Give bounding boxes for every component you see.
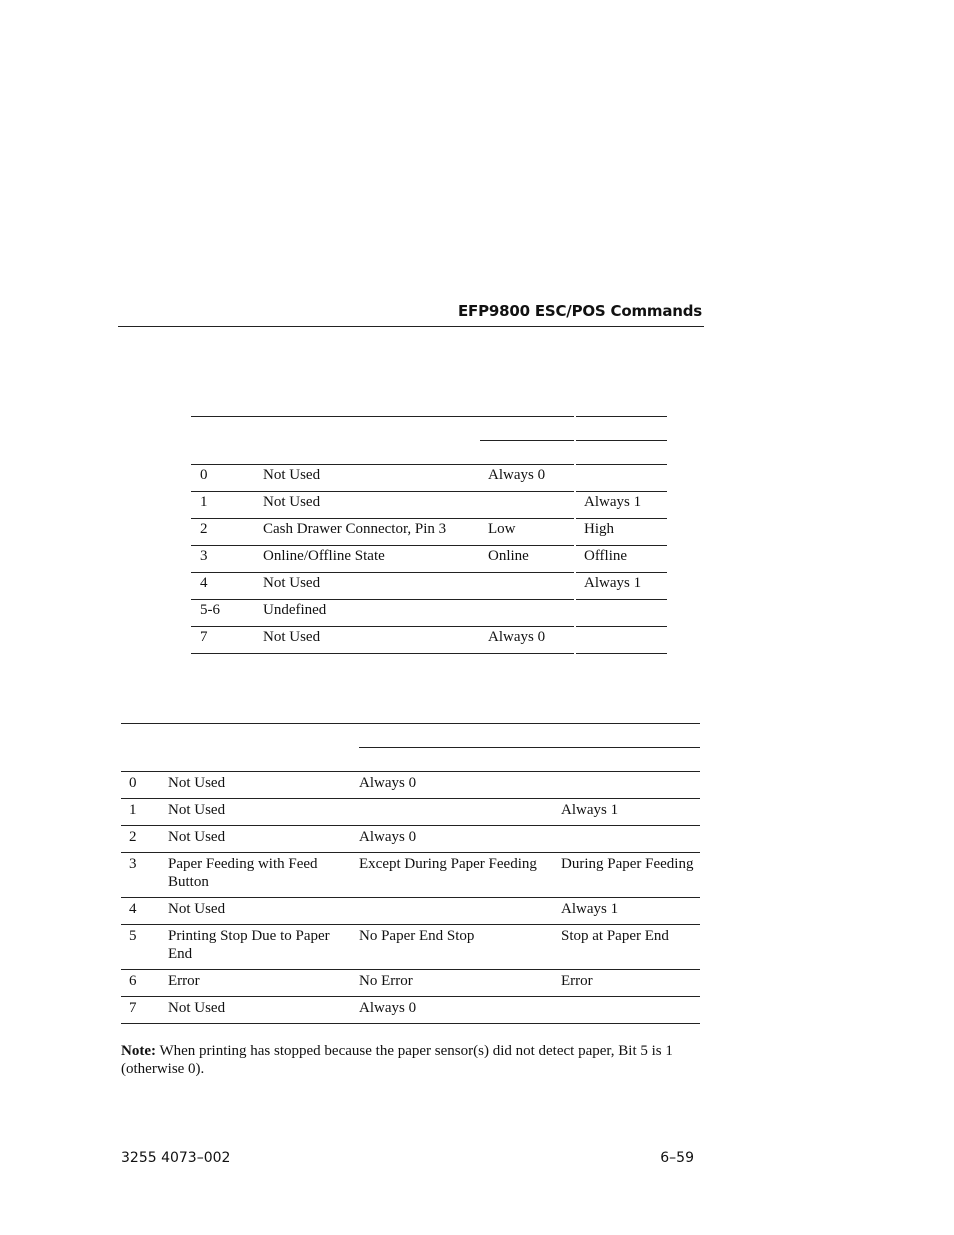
value1-cell: Always 1 xyxy=(561,898,700,925)
function-cell: Not Used xyxy=(168,997,359,1024)
table-header-row xyxy=(191,417,667,441)
bit-cell: 4 xyxy=(121,898,168,925)
value1-cell: Stop at Paper End xyxy=(561,925,700,970)
value1-cell: Error xyxy=(561,970,700,997)
value0-cell: Always 0 xyxy=(480,465,574,492)
value0-cell: Always 0 xyxy=(359,826,561,853)
bit-cell: 6 xyxy=(121,970,168,997)
value1-cell xyxy=(561,997,700,1024)
table-row xyxy=(191,492,667,519)
table-row xyxy=(191,573,667,600)
value0-cell xyxy=(480,573,574,600)
table-row xyxy=(191,546,667,573)
bit-cell: 3 xyxy=(191,546,263,573)
bit-cell: 3 xyxy=(121,853,168,898)
value0-cell: Always 0 xyxy=(359,997,561,1024)
bit-cell: 5-6 xyxy=(191,600,263,627)
value1-cell xyxy=(576,600,667,627)
function-cell: Printing Stop Due to Paper End xyxy=(168,925,359,970)
table-row xyxy=(121,925,700,970)
bit-cell: 4 xyxy=(191,573,263,600)
value1-cell xyxy=(561,826,700,853)
table-row xyxy=(191,600,667,627)
function-cell: Not Used xyxy=(168,898,359,925)
value0-cell: Always 0 xyxy=(359,772,561,799)
table-row xyxy=(191,465,667,492)
status-table-1 xyxy=(191,416,667,654)
table-row xyxy=(121,772,700,799)
value0-cell: Always 0 xyxy=(480,627,574,654)
bit-cell: 1 xyxy=(121,799,168,826)
function-cell: Not Used xyxy=(263,465,480,492)
table-subheader-row xyxy=(191,441,667,465)
table-row xyxy=(121,799,700,826)
table-subheader-row xyxy=(121,748,700,772)
bit-cell: 2 xyxy=(191,519,263,546)
table-row xyxy=(121,970,700,997)
bit-cell: 7 xyxy=(191,627,263,654)
note-label: Note: xyxy=(121,1043,156,1059)
bit-cell: 0 xyxy=(191,465,263,492)
value0-cell xyxy=(359,898,561,925)
function-cell: Not Used xyxy=(168,826,359,853)
bit-cell: 1 xyxy=(191,492,263,519)
note-paragraph xyxy=(121,1042,701,1078)
value0-cell xyxy=(480,492,574,519)
value0-cell: No Paper End Stop xyxy=(359,925,561,970)
table-row xyxy=(191,519,667,546)
table-row xyxy=(121,853,700,898)
table-row xyxy=(191,627,667,654)
value1-cell: High xyxy=(576,519,667,546)
table-header-row xyxy=(121,724,700,748)
value1-cell xyxy=(576,627,667,654)
function-cell: Not Used xyxy=(168,799,359,826)
function-cell: Not Used xyxy=(263,573,480,600)
function-cell: Paper Feeding with Feed Button xyxy=(168,853,359,898)
value0-cell: No Error xyxy=(359,970,561,997)
function-cell: Not Used xyxy=(263,492,480,519)
value1-cell xyxy=(561,772,700,799)
value1-cell: Offline xyxy=(576,546,667,573)
table-row xyxy=(121,997,700,1024)
function-cell: Undefined xyxy=(263,600,480,627)
function-cell: Not Used xyxy=(168,772,359,799)
note-text: When printing has stopped because the paper sensor(s) did not detect paper, Bit 5 is 1 (otherwise 0). xyxy=(121,1043,673,1077)
bit-cell: 0 xyxy=(121,772,168,799)
value0-cell: Online xyxy=(480,546,574,573)
bit-cell: 5 xyxy=(121,925,168,970)
function-cell: Error xyxy=(168,970,359,997)
value1-cell: Always 1 xyxy=(576,573,667,600)
value1-cell: During Paper Feeding xyxy=(561,853,700,898)
running-header: EFP9800 ESC/POS Commands xyxy=(457,302,702,320)
value0-cell xyxy=(480,600,574,627)
value1-cell: Always 1 xyxy=(576,492,667,519)
header-rule xyxy=(118,326,704,327)
document-number: 3255 4073–002 xyxy=(121,1150,231,1166)
bit-cell: 2 xyxy=(121,826,168,853)
bit-cell: 7 xyxy=(121,997,168,1024)
table-row xyxy=(121,826,700,853)
function-cell: Not Used xyxy=(263,627,480,654)
value1-cell xyxy=(576,465,667,492)
value0-cell: Low xyxy=(480,519,574,546)
page-number: 6–59 xyxy=(660,1150,694,1166)
table-row xyxy=(121,898,700,925)
value1-cell: Always 1 xyxy=(561,799,700,826)
value0-cell xyxy=(359,799,561,826)
value0-cell: Except During Paper Feeding xyxy=(359,853,561,898)
status-table-2 xyxy=(121,723,700,1024)
function-cell: Cash Drawer Connector, Pin 3 xyxy=(263,519,480,546)
function-cell: Online/Offline State xyxy=(263,546,480,573)
